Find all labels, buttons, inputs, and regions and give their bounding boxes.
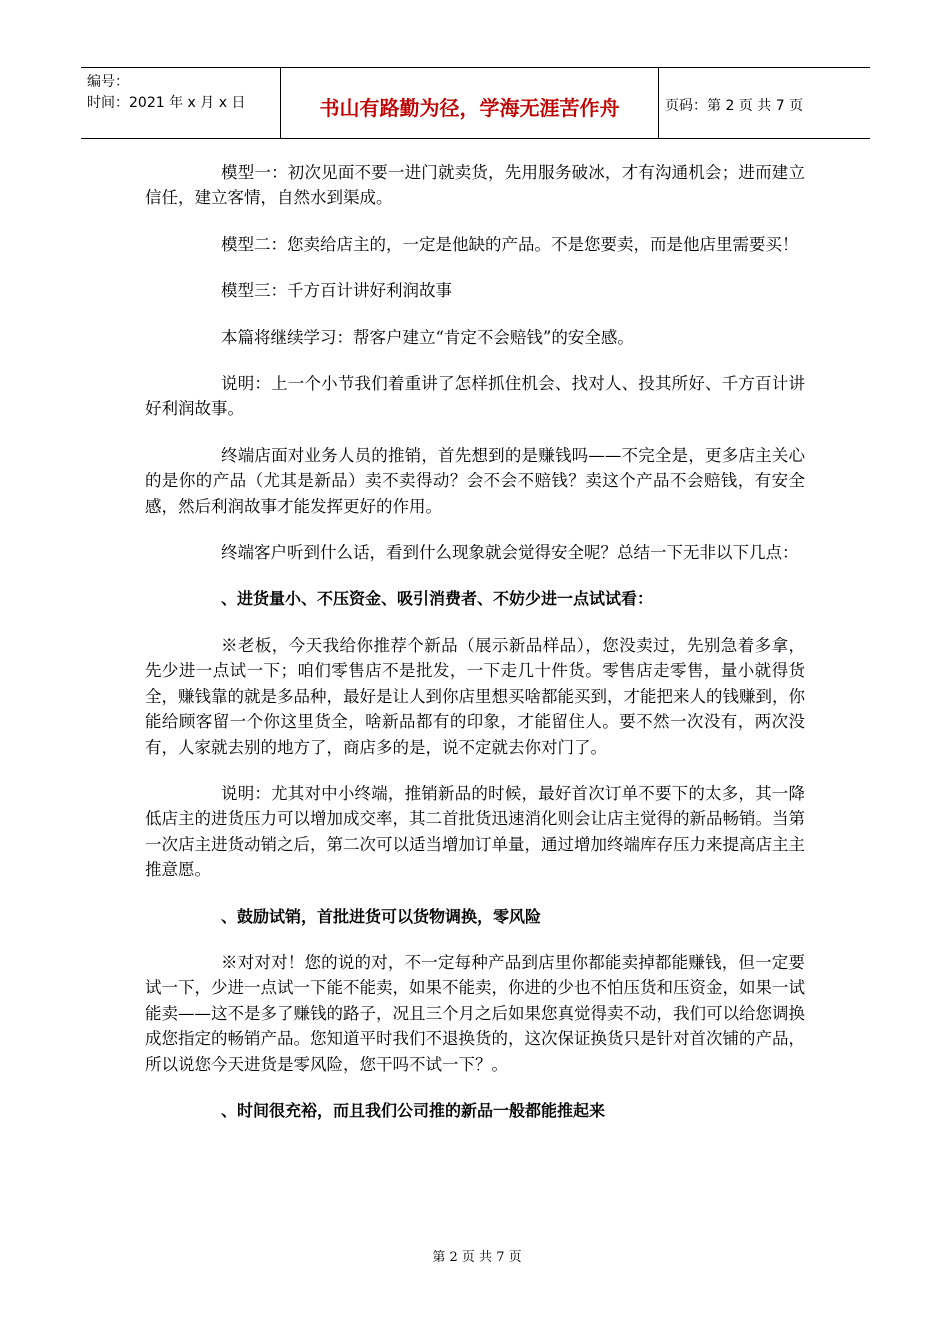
paragraph-terminal-concern: 终端店面对业务人员的推销，首先想到的是赚钱吗——不完全是，更多店主关心的是你的产品（尤其是新品）卖不卖得动？会不会不赔钱？卖这个产品不会赔钱，有安全感，然后利润故事才能发挥更好的作用。 — [145, 445, 805, 516]
document-number-label: 编号： — [87, 74, 129, 90]
page-header — [81, 67, 870, 139]
paragraph-sales-script-one: ※老板，今天我给你推荐个新品（展示新品样品），您没卖过，先别急着多拿，先少进一点试一下；咱们零售店不是批发，一下走几十件货。零售店走零售，量小就得货全，赚钱靠的就是多品种，最好是让人到你店里想买啥都能买到，才能把来人的钱赚到，你能给顾客留一个你这里货全，啥新品都有的印象，才能留住人。要不然一次没有，两次没有，人家就去别的地方了，商店多的是，说不定就去你对门了。 — [145, 635, 805, 757]
paragraph-note-small-terminals: 说明：尤其对中小终端，推销新品的时候，最好首次订单不要下的太多，其一降低店主的进货压力可以增加成交率，其二首批货迅速消化则会让店主觉得的新品畅销。当第一次店主进货动销之后，第二次可以适当增加订单量，通过增加终端库存压力来提高店主主推意愿。 — [145, 783, 805, 880]
paragraph-sales-script-two: ※对对对！您的说的对，不一定每种产品到店里你都能卖掉都能赚钱，但一定要试一下，少进一点试一下能不能卖，如果不能卖，你进的少也不怕压货和压资金，如果一试能卖——这不是多了赚钱的路子，况且三个月之后如果您真觉得卖不动，我们可以给您调换成您指定的畅销产品。您知道平时我们不退换货的，这次保证换货只是针对首次铺的产品，所以说您今天进货是零风险，您干吗不试一下？。 — [145, 952, 805, 1074]
paragraph-summary: 终端客户听到什么话，看到什么现象就会觉得安全呢？总结一下无非以下几点： — [221, 543, 799, 563]
page-footer: 第 2 页 共 7 页 — [432, 1250, 522, 1265]
section-heading-enough-time: 、时间很充裕，而且我们公司推的新品一般都能推起来 — [221, 1100, 606, 1120]
header-meta — [81, 68, 281, 138]
paragraph-model-three: 模型三：千方百计讲好利润故事 — [221, 281, 452, 301]
section-heading-small-order: 、进货量小、不压资金、吸引消费者、不妨少进一点试试看： — [221, 589, 654, 609]
paragraph-explanation: 说明：上一个小节我们着重讲了怎样抓住机会、找对人、投其所好、千方百计讲好利润故事。 — [145, 374, 805, 419]
header-page-number: 页码：第 2 页 共 7 页 — [665, 98, 804, 114]
paragraph-intro: 本篇将继续学习：帮客户建立“肯定不会赔钱”的安全感。 — [221, 327, 634, 347]
section-heading-trial-sale: 、鼓励试销，首批进货可以货物调换，零风险 — [221, 906, 542, 926]
document-body — [145, 160, 805, 1144]
paragraph-model-one: 模型一：初次见面不要一进门就卖货，先用服务破冰，才有沟通机会；进而建立信任，建立客情，自然水到渠成。 — [145, 163, 805, 208]
paragraph-model-two: 模型二：您卖给店主的，一定是他缺的产品。不是您要卖，而是他店里需要买！ — [221, 234, 799, 254]
header-motto: 书山有路勤为径，学海无涯苦作舟 — [281, 68, 659, 138]
document-time-label: 时间：2021 年 x 月 x 日 — [87, 95, 246, 111]
